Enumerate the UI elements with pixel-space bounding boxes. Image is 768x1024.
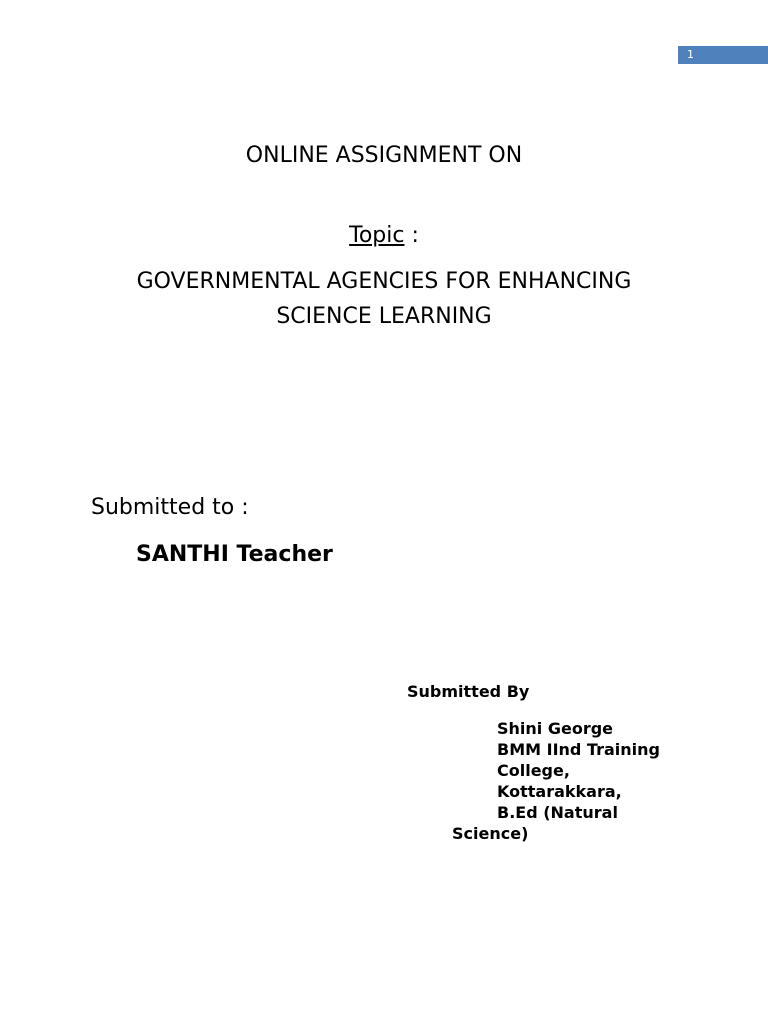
author-college-line-2: College, [497,761,570,780]
submitted-to-label: Submitted to : [91,495,249,520]
page-number-badge: 1 [678,46,768,64]
submitted-by-label: Submitted By [407,682,530,701]
teacher-name: SANTHI Teacher [136,542,333,567]
assignment-title-line-1: GOVERNMENTAL AGENCIES FOR ENHANCING [136,269,632,294]
author-name: Shini George [497,719,614,738]
assignment-title-line-2: SCIENCE LEARNING [276,304,492,329]
author-details [452,718,702,844]
topic-separator: : [404,223,419,248]
author-college-line-1: BMM IInd Training [497,740,660,759]
author-course-line-1: B.Ed (Natural [497,803,618,822]
topic-label: Topic [349,223,405,248]
author-location: Kottarakkara, [497,782,622,801]
assignment-heading: ONLINE ASSIGNMENT ON [245,143,523,168]
topic-line [0,218,768,254]
author-course-line-2: Science) [452,824,529,843]
